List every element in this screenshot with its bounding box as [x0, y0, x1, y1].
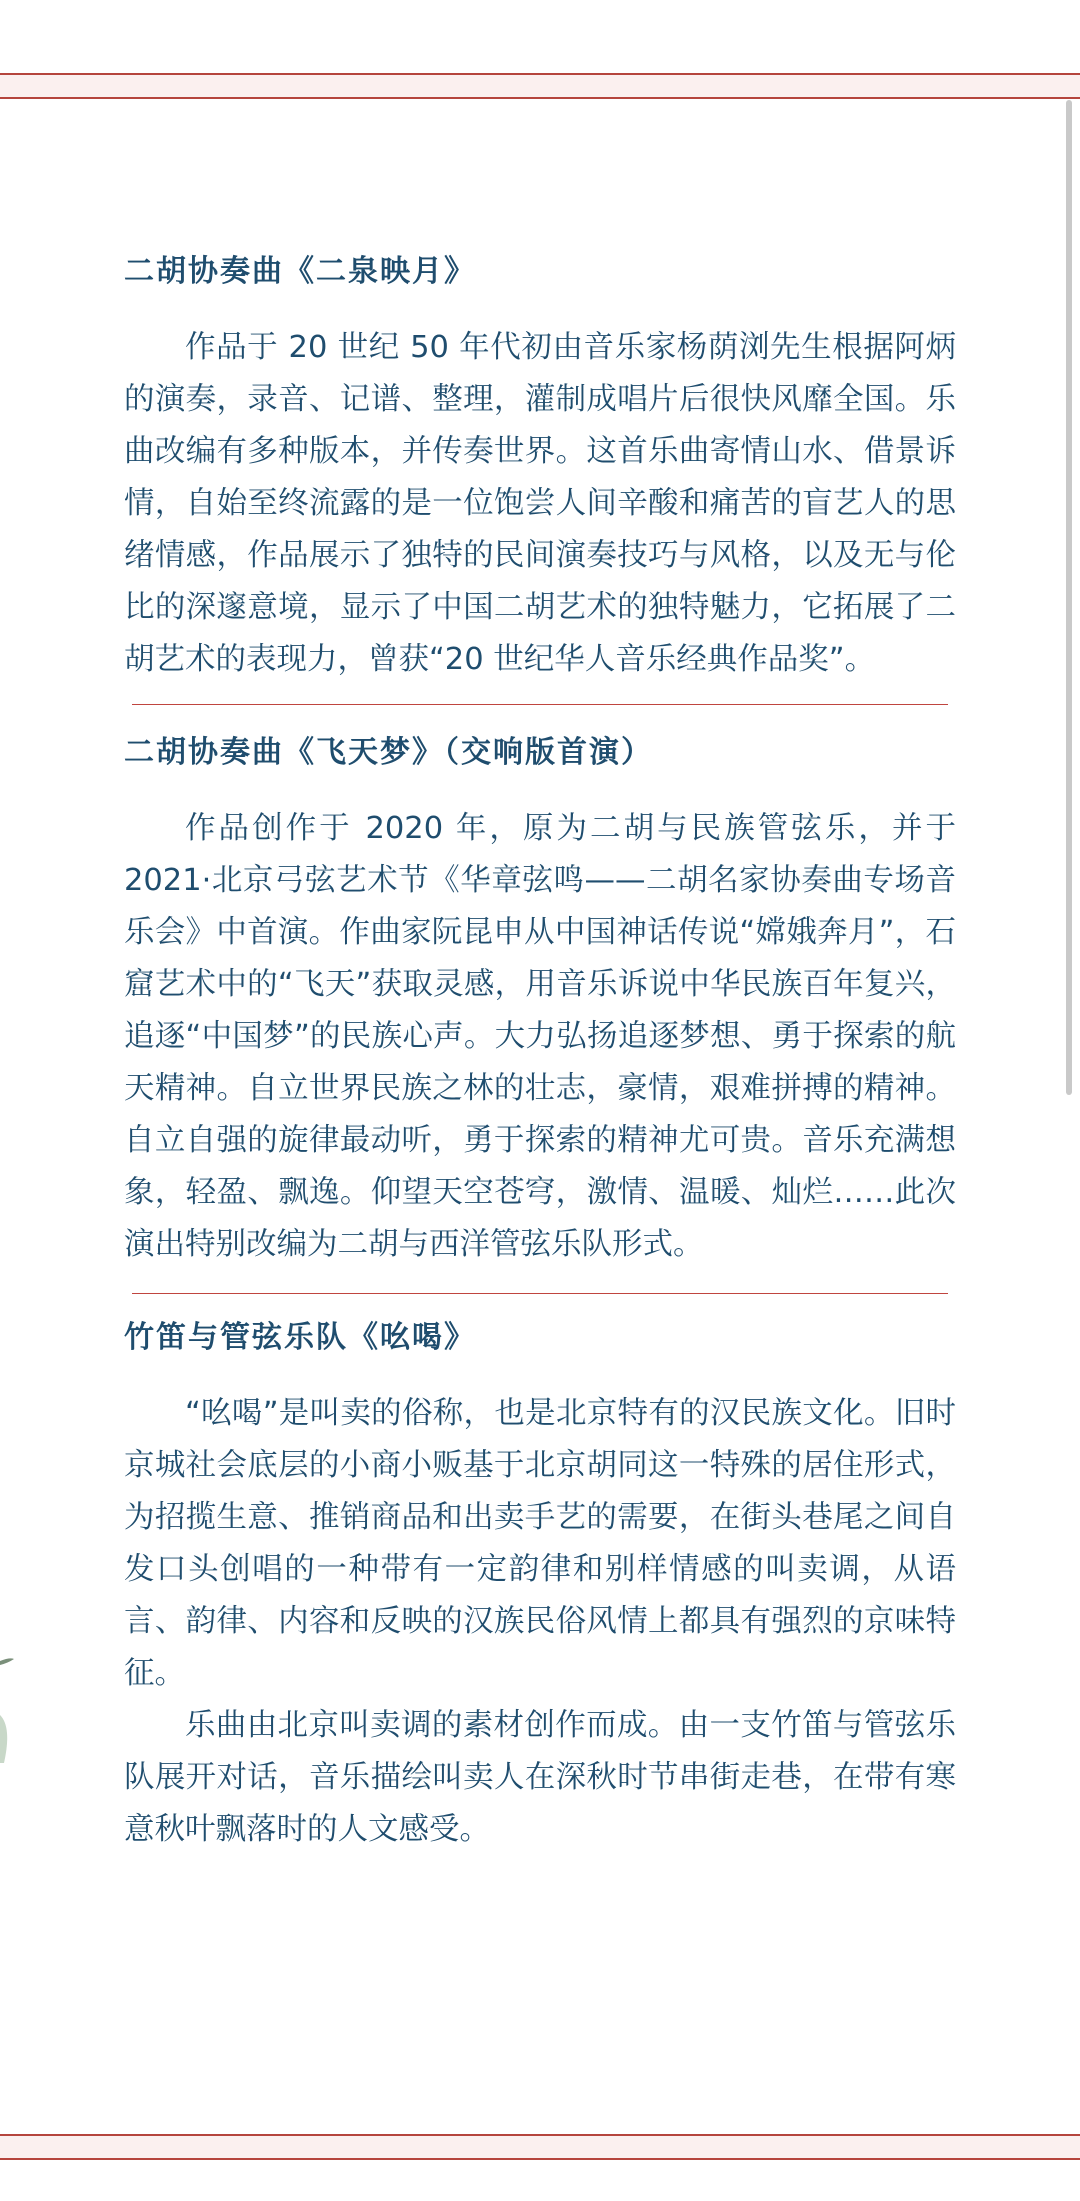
top-decorative-band [0, 73, 1080, 99]
section-paragraph: 作品于 20 世纪 50 年代初由音乐家杨荫浏先生根据阿炳的演奏，录音、记谱、整理，灌制成唱片后很快风靡全国。乐曲改编有多种版本，并传奏世界。这首乐曲寄情山水、借景诉情，自始至终流露的是一位饱尝人间辛酸和痛苦的盲艺人的思绪情感，作品展示了独特的民间演奏技巧与风格，以及无与伦比的深邃意境，显示了中国二胡艺术的独特魅力，它拓展了二胡艺术的表现力，曾获“20 世纪华人音乐经典作品奖”。 [124, 330, 956, 677]
section-paragraph: 作品创作于 2020 年，原为二胡与民族管弦乐，并于 2021·北京弓弦艺术节《华章弦鸣——二胡名家协奏曲专场音乐会》中首演。作曲家阮昆申从中国神话传说“嫦娥奔月”，石窟艺术中的“飞天”获取灵感，用音乐诉说中华民族百年复兴，追逐“中国梦”的民族心声。大力弘扬追逐梦想、勇于探索的航天精神。自立世界民族之林的壮志，豪情，艰难拼搏的精神。自立自强的旋律最动听，勇于探索的精神尤可贵。音乐充满想象，轻盈、飘逸。仰望天空苍穹，激情、温暖、灿烂……此次演出特别改编为二胡与西洋管弦乐队形式。 [124, 811, 956, 1262]
section-divider [132, 704, 948, 705]
leaf-ornament-icon [0, 1655, 14, 1765]
bottom-decorative-band [0, 2134, 1080, 2160]
section-title: 竹笛与管弦乐队《吆喝》 [124, 1320, 476, 1355]
section-divider [132, 1293, 948, 1294]
section-yao-he [124, 1310, 956, 1856]
section-fei-tian-meng [124, 725, 956, 1271]
scrollbar-thumb[interactable] [1066, 100, 1072, 1095]
program-notes [124, 244, 956, 1856]
section-title: 二胡协奏曲《二泉映月》 [124, 254, 476, 289]
section-paragraph: “吆喝”是叫卖的俗称，也是北京特有的汉民族文化。旧时京城社会底层的小商小贩基于北京胡同这一特殊的居住形式，为招揽生意、推销商品和出卖手艺的需要，在街头巷尾之间自发口头创唱的一种带有一定韵律和别样情感的叫卖调，从语言、韵律、内容和反映的汉族民俗风情上都具有强烈的京味特征。 [124, 1396, 956, 1691]
section-er-quan-ying-yue [124, 244, 956, 686]
section-paragraph: 乐曲由北京叫卖调的素材创作而成。由一支竹笛与管弦乐队展开对话，音乐描绘叫卖人在深秋时节串街走巷，在带有寒意秋叶飘落时的人文感受。 [124, 1708, 956, 1847]
scrollbar[interactable] [1066, 100, 1072, 2130]
section-title: 二胡协奏曲《飞天梦》（交响版首演） [124, 735, 653, 770]
